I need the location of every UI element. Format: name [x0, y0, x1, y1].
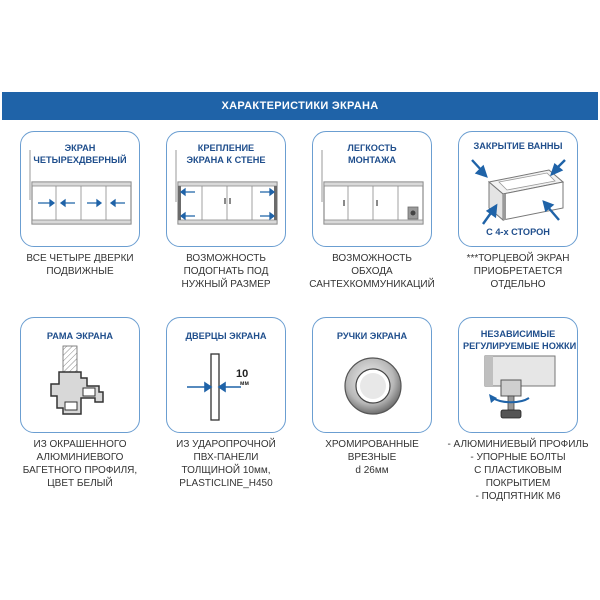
card-bath-enclosure	[458, 131, 578, 247]
four-door-screen-illustration	[21, 132, 140, 247]
card-title: ЛЕГКОСТЬ МОНТАЖА	[347, 143, 397, 165]
section-banner	[2, 92, 598, 120]
card-title: ДВЕРЦЫ ЭКРАНА	[185, 331, 267, 341]
caption-easy-installation: ВОЗМОЖНОСТЬ ОБХОДА САНТЕХКОММУНИКАЦИЙ	[309, 253, 435, 290]
card-title: ЭКРАН ЧЕТЫРЕХДВЕРНЫЙ	[33, 143, 127, 165]
card-title: РАМА ЭКРАНА	[46, 331, 114, 341]
door-thickness-illustration	[167, 318, 286, 433]
wall-mounting-illustration	[167, 132, 286, 247]
banner-title: ХАРАКТЕРИСТИКИ ЭКРАНА	[221, 100, 379, 112]
card-wall-mounting	[166, 131, 286, 247]
caption-bath-enclosure: ***ТОРЦЕВОЙ ЭКРАН ПРИОБРЕТАЕТСЯ ОТДЕЛЬНО	[466, 253, 570, 290]
dimension-value: 10	[236, 368, 249, 380]
card-easy-installation	[312, 131, 432, 247]
card-title: КРЕПЛЕНИЕ ЭКРАНА К СТЕНЕ	[186, 143, 266, 165]
card-title: ЗАКРЫТИЕ ВАННЫ	[473, 141, 563, 151]
dimension-unit: мм	[240, 381, 249, 387]
card-title: РУЧКИ ЭКРАНА	[336, 331, 408, 341]
card-screen-handles	[312, 317, 432, 433]
caption-four-door-screen: ВСЕ ЧЕТЫРЕ ДВЕРКИ ПОДВИЖНЫЕ	[26, 253, 134, 277]
card-screen-doors	[166, 317, 286, 433]
caption-adjustable-legs: - АЛЮМИНИЕВЫЙ ПРОФИЛЬ - УПОРНЫЕ БОЛТЫ С ПЛАСТИКОВЫМ ПОКРЫТИЕМ - ПОДПЯТНИК М6	[447, 439, 589, 502]
card-four-door-screen	[20, 131, 140, 247]
easy-installation-illustration	[313, 132, 432, 247]
card-screen-frame	[20, 317, 140, 433]
frame-profile-illustration	[21, 318, 140, 433]
chrome-handle-illustration	[313, 318, 432, 433]
caption-screen-handles: ХРОМИРОВАННЫЕ ВРЕЗНЫЕ d 26мм	[325, 439, 419, 476]
card-subtitle: С 4-х СТОРОН	[486, 227, 550, 237]
caption-wall-mounting: ВОЗМОЖНОСТЬ ПОДОГНАТЬ ПОД НУЖНЫЙ РАЗМЕР	[181, 253, 271, 290]
caption-screen-frame: ИЗ ОКРАШЕННОГО АЛЮМИНИЕВОГО БАГЕТНОГО ПРОФИЛЯ, ЦВЕТ БЕЛЫЙ	[22, 439, 138, 489]
caption-screen-doors: ИЗ УДАРОПРОЧНОЙ ПВХ-ПАНЕЛИ ТОЛЩИНОЙ 10мм, PLASTICLINE_H450	[176, 439, 276, 489]
card-adjustable-legs	[458, 317, 578, 433]
card-title: НЕЗАВИСИМЫЕ РЕГУЛИРУЕМЫЕ НОЖКИ	[463, 329, 577, 351]
adjustable-leg-illustration	[459, 318, 578, 433]
